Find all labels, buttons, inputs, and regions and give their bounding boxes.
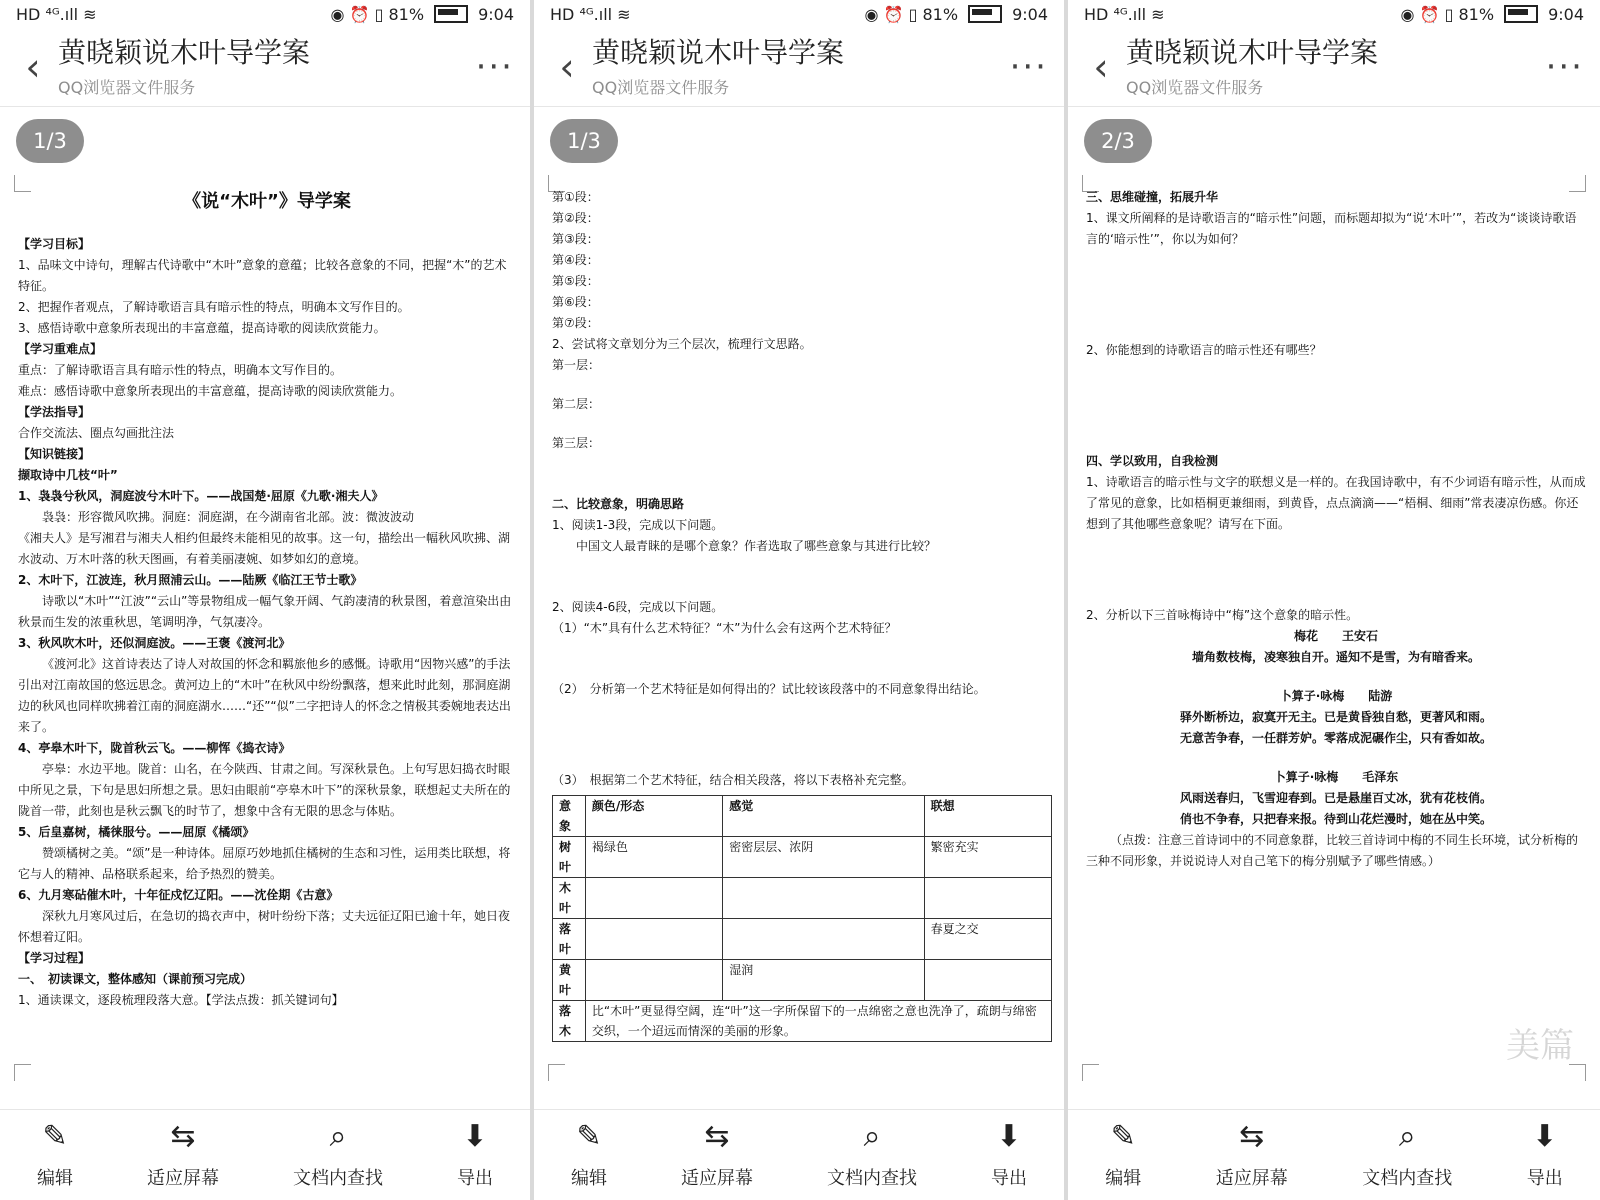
watermark-logo: 美篇 xyxy=(1506,1026,1574,1066)
fit-screen-icon: ⇆ xyxy=(704,1119,730,1154)
table-row xyxy=(553,1001,1052,1042)
doc-line: 二、比较意象，明确思路 xyxy=(552,497,685,511)
find-in-document-button[interactable]: ⌕ 文档内查找 xyxy=(1362,1119,1453,1189)
doc-line: 《湘夫人》是写湘君与湘夫人相约但最终未能相见的故事。这一句，描绘出一幅秋风吹拂、湖水波动、万木叶落的秋天图画，有着美丽凄婉、如梦如幻的意境。 xyxy=(18,531,511,566)
export-button[interactable]: ⬇ 导出 xyxy=(457,1119,493,1189)
doc-line: 2、把握作者观点，了解诗歌语言具有暗示性的特点，明确本文写作目的。 xyxy=(18,300,410,314)
doc-line: 第④段： xyxy=(552,253,599,267)
document-subtitle: QQ浏览器文件服务 xyxy=(1126,77,1264,97)
doc-line: 1、品味文中诗句，理解古代诗歌中“木叶”意象的意蕴；比较各意象的不同，把握“木”的艺术特征。 xyxy=(18,258,507,293)
battery-icon xyxy=(968,5,1002,23)
table-cell xyxy=(924,878,1051,919)
poem-title: 卜算子·咏梅 毛泽东 xyxy=(1273,770,1399,784)
table-cell: 繁密充实 xyxy=(924,837,1051,878)
document-page xyxy=(552,187,1050,1042)
imagery-table xyxy=(552,795,1052,1042)
doc-line: （点拨：注意三首诗词中的不同意象群，比较三首诗词中梅的不同生长环境，试分析梅的三种不同形象，并说说诗人对自己笔下的梅分别赋予了哪些情感。） xyxy=(1086,833,1579,868)
doc-line: 撷取诗中几枝“叶” xyxy=(18,468,118,482)
doc-line: 1、诗歌语言的暗示性与文字的联想义是一样的。在我国诗歌中，有不少词语有暗示性，从而成了常见的意象，比如梧桐更兼细雨，到黄昏，点点滴滴——“梧桐、细雨”常表凄凉伤感。你还想到了其他哪些意象呢？请写在下面。 xyxy=(1086,475,1586,531)
table-header: 意象 xyxy=(553,796,586,837)
edit-icon: ✎ xyxy=(1110,1119,1136,1154)
doc-line: 第三层： xyxy=(552,436,601,450)
phone-panel-1 xyxy=(0,0,530,1200)
status-right: ◉ ⏰ ▯ 81% 9:04 xyxy=(330,4,514,24)
edit-icon: ✎ xyxy=(576,1119,602,1154)
table-cell xyxy=(585,878,722,919)
export-button[interactable]: ⬇ 导出 xyxy=(1526,1119,1563,1189)
doc-line: 袅袅：形容微风吹拂。洞庭：洞庭湖，在今湖南省北部。波：微波波动 xyxy=(42,510,415,524)
status-bar xyxy=(1068,0,1600,28)
find-in-document-button[interactable]: ⌕ 文档内查找 xyxy=(293,1119,383,1189)
page-indicator: 1/3 xyxy=(550,119,618,163)
doc-line: 赞颂橘树之美。“颂”是一种诗体。屈原巧妙地抓住橘树的生态和习性，运用类比联想，将它与人的精神、品格联系起来，给予热烈的赞美。 xyxy=(18,846,511,881)
clock: 9:04 xyxy=(478,4,514,24)
table-row xyxy=(553,837,1052,878)
doc-line: （2） 分析第一个艺术特征是如何得出的？试比较该段落中的不同意象得出结论。 xyxy=(552,682,986,696)
document-page xyxy=(18,179,516,1011)
doc-line: 5、后皇嘉树，橘徕服兮。——屈原《橘颂》 xyxy=(18,825,255,839)
bottom-toolbar xyxy=(1068,1109,1600,1200)
status-right: ◉ ⏰ ▯ 81% 9:04 xyxy=(1400,4,1584,24)
phone-panel-3 xyxy=(1068,0,1600,1200)
table-cell xyxy=(723,878,924,919)
table-cell: 树叶 xyxy=(553,837,586,878)
clock: 9:04 xyxy=(1548,4,1584,24)
fit-screen-button[interactable]: ⇆ 适应屏幕 xyxy=(1215,1119,1288,1189)
doc-line: 一、 初读课文，整体感知（课前预习完成） xyxy=(18,972,253,986)
table-header: 感觉 xyxy=(723,796,924,837)
document-view[interactable] xyxy=(1068,107,1600,1117)
poem-line: 俏也不争春，只把春来报。待到山花烂漫时，她在丛中笑。 xyxy=(1179,812,1492,826)
table-cell: 密密层层、浓阴 xyxy=(723,837,924,878)
doc-line: 1、阅读1-3段，完成以下问题。 xyxy=(552,518,724,532)
doc-line: 难点：感悟诗歌中意象所表现出的丰富意蕴，提高诗歌的阅读欣赏能力。 xyxy=(18,384,403,398)
doc-line: （1）“木”具有什么艺术特征？“木”为什么会有这两个艺术特征？ xyxy=(552,621,897,635)
doc-line: 【学习重难点】 xyxy=(18,342,103,356)
more-icon[interactable]: ··· xyxy=(1009,47,1048,87)
poem-line: 驿外断桥边，寂寞开无主。已是黄昏独自愁，更著风和雨。 xyxy=(1179,710,1492,724)
battery-icon xyxy=(1504,5,1538,23)
phone-panel-2 xyxy=(534,0,1064,1200)
table-cell: 落木 xyxy=(553,1001,586,1042)
doc-line: 第二层： xyxy=(552,397,601,411)
table-cell: 湿润 xyxy=(723,960,924,1001)
page-corner-mark xyxy=(14,1064,31,1081)
status-left: HD ⁴ᴳ.ıll ≋ xyxy=(1084,4,1165,24)
table-row xyxy=(553,878,1052,919)
edit-button[interactable]: ✎ 编辑 xyxy=(1105,1119,1142,1189)
doc-line: 【学法指导】 xyxy=(18,405,91,419)
doc-line: 诗歌以“木叶”“江波”“云山”等景物组成一幅气象开阔、气韵凄清的秋景图，着意渲染出由秋景而生发的浓重秋思，笔调明净，气氛凄冷。 xyxy=(18,594,512,629)
poem-line: 风雨送春归，飞雪迎春到。已是悬崖百丈冰，犹有花枝俏。 xyxy=(1179,791,1492,805)
fit-screen-button[interactable]: ⇆ 适应屏幕 xyxy=(681,1119,753,1189)
table-cell: 落叶 xyxy=(553,919,586,960)
status-left: HD ⁴ᴳ.ıll ≋ xyxy=(16,4,97,24)
doc-line: 2、分析以下三首咏梅诗中“梅”这个意象的暗示性。 xyxy=(1086,608,1359,622)
poem-line: 墙角数枝梅，凌寒独自开。遥知不是雪，为有暗香来。 xyxy=(1191,650,1480,664)
table-cell xyxy=(585,960,722,1001)
doc-line: 3、秋风吹木叶，还似洞庭波。——王褒《渡河北》 xyxy=(18,636,291,650)
doc-line: 第②段： xyxy=(552,211,599,225)
table-cell xyxy=(585,919,722,960)
document-page xyxy=(1086,187,1586,872)
more-icon[interactable]: ··· xyxy=(1545,47,1584,87)
doc-line: 1、袅袅兮秋风，洞庭波兮木叶下。——战国楚·屈原《九歌·湘夫人》 xyxy=(18,489,384,503)
document-title: 黄晓颖说木叶导学案 xyxy=(58,35,311,69)
doc-line: 【学习过程】 xyxy=(18,951,91,965)
search-icon: ⌕ xyxy=(329,1119,347,1154)
table-row xyxy=(553,919,1052,960)
doc-line: 四、学以致用，自我检测 xyxy=(1086,454,1219,468)
table-cell: 木叶 xyxy=(553,878,586,919)
document-title: 黄晓颖说木叶导学案 xyxy=(592,35,845,69)
doc-line: 重点：了解诗歌语言具有暗示性的特点，明确本文写作目的。 xyxy=(18,363,343,377)
poem-line: 无意苦争春，一任群芳妒。零落成泥碾作尘，只有香如故。 xyxy=(1179,731,1492,745)
poem-title: 梅花 王安石 xyxy=(1293,629,1378,643)
page-indicator: 2/3 xyxy=(1084,119,1152,163)
table-cell xyxy=(723,919,924,960)
doc-line: 《渡河北》这首诗表达了诗人对故国的怀念和羁旅他乡的感慨。诗歌用“因物兴感”的手法引出对江南故国的悠远思念。黄河边上的“木叶”在秋风中纷纷飘落，想来此时此刻，那洞庭湖边的秋风也同样吹拂着江南的洞庭湖水……“还”“似”二字把诗人的怀念之情极其委婉地表达出来了。 xyxy=(18,657,511,734)
doc-line: 第⑦段： xyxy=(552,316,599,330)
status-bar xyxy=(0,0,530,28)
doc-line: 【知识链接】 xyxy=(18,447,91,461)
doc-line: 4、亭皋木叶下，陇首秋云飞。——柳恽《捣衣诗》 xyxy=(18,741,291,755)
back-icon[interactable]: ‹ xyxy=(1093,45,1109,89)
back-icon[interactable]: ‹ xyxy=(559,45,575,89)
edit-button[interactable]: ✎ 编辑 xyxy=(571,1119,607,1189)
fit-screen-button[interactable]: ⇆ 适应屏幕 xyxy=(147,1119,219,1189)
export-button[interactable]: ⬇ 导出 xyxy=(991,1119,1027,1189)
back-icon[interactable]: ‹ xyxy=(25,45,41,89)
edit-button[interactable]: ✎ 编辑 xyxy=(37,1119,73,1189)
doc-line: 第一层： xyxy=(552,358,601,372)
document-view[interactable] xyxy=(534,107,1064,1117)
page-corner-mark xyxy=(548,1064,565,1081)
table-cell: 春夏之交 xyxy=(924,919,1051,960)
find-in-document-button[interactable]: ⌕ 文档内查找 xyxy=(827,1119,917,1189)
table-cell: 比“木叶”更显得空阔，连“叶”这一字所保留下的一点绵密之意也洗净了，疏朗与绵密交织，一个迢远而情深的美丽的形象。 xyxy=(585,1001,1051,1042)
document-view[interactable] xyxy=(0,107,530,1117)
doc-line: 1、课文所阐释的是诗歌语言的“暗示性”问题，而标题却拟为“说‘木叶’”，若改为“谈谈诗歌语言的‘暗示性’”，你以为如何？ xyxy=(1086,211,1577,246)
more-icon[interactable]: ··· xyxy=(475,47,514,87)
document-subtitle: QQ浏览器文件服务 xyxy=(592,77,730,97)
doc-line: 6、九月寒砧催木叶，十年征戍忆辽阳。——沈佺期《古意》 xyxy=(18,888,339,902)
table-cell: 黄叶 xyxy=(553,960,586,1001)
poem-title: 卜算子·咏梅 陆游 xyxy=(1279,689,1393,703)
title-bar xyxy=(1068,28,1600,107)
battery-icon xyxy=(434,5,468,23)
doc-line: 第③段： xyxy=(552,232,599,246)
doc-line: （3） 根据第二个艺术特征，结合相关段落，将以下表格补充完整。 xyxy=(552,773,914,787)
export-icon: ⬇ xyxy=(1532,1119,1558,1154)
doc-line: 第⑤段： xyxy=(552,274,599,288)
doc-line: 3、感悟诗歌中意象所表现出的丰富意蕴，提高诗歌的阅读欣赏能力。 xyxy=(18,321,386,335)
edit-icon: ✎ xyxy=(42,1119,68,1154)
page-indicator: 1/3 xyxy=(16,119,84,163)
bottom-toolbar xyxy=(534,1109,1064,1200)
doc-line: 2、尝试将文章划分为三个层次，梳理行文思路。 xyxy=(552,337,812,351)
doc-line: 2、阅读4-6段，完成以下问题。 xyxy=(552,600,724,614)
fit-screen-icon: ⇆ xyxy=(1239,1119,1265,1154)
search-icon: ⌕ xyxy=(1398,1119,1416,1154)
doc-line: 中国文人最青睐的是哪个意象？作者选取了哪些意象与其进行比较？ xyxy=(576,539,937,553)
bottom-toolbar xyxy=(0,1109,530,1200)
clock: 9:04 xyxy=(1012,4,1048,24)
doc-line: 深秋九月寒风过后，在急切的捣衣声中，树叶纷纷下落；丈夫远征辽阳已逾十年，她日夜怀想着辽阳。 xyxy=(18,909,511,944)
status-right: ◉ ⏰ ▯ 81% 9:04 xyxy=(864,4,1048,24)
doc-title: 《说“木叶”》导学案 xyxy=(183,191,351,212)
doc-line: 三、思维碰撞，拓展升华 xyxy=(1086,190,1219,204)
title-bar xyxy=(534,28,1064,107)
status-left: HD ⁴ᴳ.ıll ≋ xyxy=(550,4,631,24)
table-header: 联想 xyxy=(924,796,1051,837)
doc-line: 合作交流法、圈点勾画批注法 xyxy=(18,426,175,440)
document-subtitle: QQ浏览器文件服务 xyxy=(58,77,196,97)
doc-line: 【学习目标】 xyxy=(18,237,91,251)
table-cell: 褐绿色 xyxy=(585,837,722,878)
table-header: 颜色/形态 xyxy=(585,796,722,837)
page-corner-mark xyxy=(1082,1064,1099,1081)
table-cell xyxy=(924,960,1051,1001)
status-bar xyxy=(534,0,1064,28)
doc-line: 1、通读课文，逐段梳理段落大意。【学法点拨：抓关键词句】 xyxy=(18,993,344,1007)
export-icon: ⬇ xyxy=(996,1119,1022,1154)
doc-line: 2、你能想到的诗歌语言的暗示性还有哪些？ xyxy=(1086,343,1322,357)
export-icon: ⬇ xyxy=(462,1119,488,1154)
table-row xyxy=(553,960,1052,1001)
doc-line: 第①段： xyxy=(552,190,599,204)
doc-line: 2、木叶下，江波连，秋月照浦云山。——陆厥《临江王节士歌》 xyxy=(18,573,363,587)
document-title: 黄晓颖说木叶导学案 xyxy=(1126,35,1379,69)
doc-line: 亭皋：水边平地。陇首：山名，在今陕西、甘肃之间。写深秋景色。上句写思妇捣衣时眼中所见之景，下句是思妇所想之景。思妇由眼前“亭皋木叶下”的深秋景象，联想起丈夫所在的陇首一带，此刻也是秋云飘飞的时节了，想象中含有无限的思念与体贴。 xyxy=(18,762,511,818)
search-icon: ⌕ xyxy=(863,1119,881,1154)
fit-screen-icon: ⇆ xyxy=(170,1119,196,1154)
title-bar xyxy=(0,28,530,107)
doc-line: 第⑥段： xyxy=(552,295,599,309)
